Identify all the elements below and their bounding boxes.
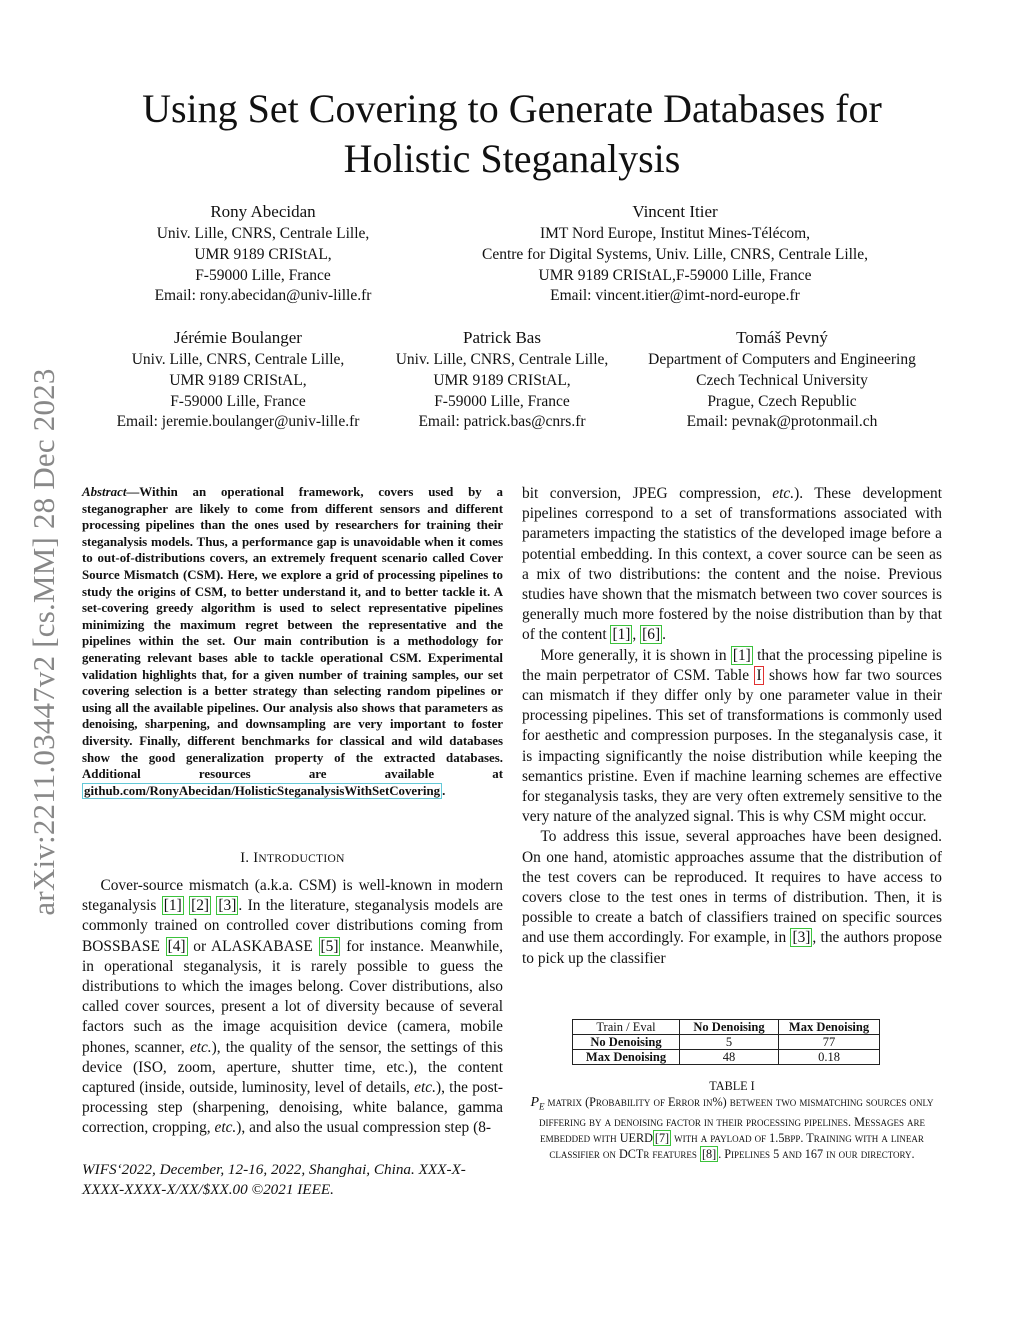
citation-8[interactable]: [8] (701, 1147, 717, 1162)
citation-7[interactable]: [7] (654, 1131, 670, 1146)
author-block-abecidan (122, 200, 404, 307)
author-name: Vincent Itier (632, 202, 718, 221)
abstract-label: Abstract (82, 485, 127, 499)
table-header-cell: No Denoising (680, 1020, 779, 1035)
affiliation-line: F-59000 Lille, France (170, 392, 306, 410)
table-cell: 48 (680, 1050, 779, 1065)
affiliation-line: UMR 9189 CRIStAL,F-59000 Lille, France (538, 266, 812, 284)
affiliation-line: UMR 9189 CRIStAL, (169, 371, 307, 389)
author-name: Tomáš Pevný (736, 328, 828, 347)
affiliation-line: Univ. Lille, CNRS, Centrale Lille, (156, 225, 370, 242)
author-block-itier (436, 200, 914, 307)
affiliation-line: Prague, Czech Republic (707, 392, 857, 410)
author-email: Email: pevnak@protonmail.ch (686, 413, 878, 431)
table-header-cell: Max Denoising (779, 1020, 880, 1035)
citation-2[interactable]: [2] (191, 897, 210, 915)
table-label: TABLE I (709, 1079, 755, 1093)
affiliation-line: Czech Technical University (696, 371, 868, 389)
affiliation-line: UMR 9189 CRIStAL, (194, 245, 332, 263)
intro-paragraph-3: More generally, it is shown in [1] that the processing pipeline is the main perpetrator of CSM. Table I shows how far two sources can mismatch if they differ only by one parameter value in their processing pipelines. This set of transformations is commonly used for aesthetic and compression purposes. In the steganalysis case, it is impacting significantly the noise distribution while keeping the semantics pristine. Even if machine learning schemes are effective for steganalysis tasks, they are very often extremely sensitive to the very nature of the analyzed signal. This is why CSM might occur. (522, 646, 942, 826)
table-row (573, 1035, 880, 1050)
table-cell: 0.18 (779, 1050, 880, 1065)
author-name: Patrick Bas (463, 328, 541, 347)
author-email: Email: vincent.itier@imt-nord-europe.fr (550, 287, 800, 305)
affiliation-line: F-59000 Lille, France (195, 266, 331, 284)
citation-6[interactable]: [6] (642, 626, 661, 644)
author-email: Email: patrick.bas@cnrs.fr (418, 413, 586, 431)
table-row-label: Max Denoising (573, 1050, 680, 1065)
citation-3[interactable]: [3] (792, 929, 811, 947)
citation-1[interactable]: [1] (163, 897, 182, 915)
abstract: Abstract—Within an operational framework, covers used by a steganographer are likely to come from different sensors and different processing pipelines than the ones used by researchers for training their steganalysis models. Thus, a performance gap is unavoidable when it comes to out-of-distributions covers, an extremely frequent scenario called Cover Source Mismatch (CSM). Here, we explore a grid of processing pipelines to study the origins of CSM, to better understand it, and to better tackle it. A set-covering greedy algorithm is used to select representative pipelines minimizing the maximum regret between the representative and the pipelines within the set. Our main contribution is a methodology for generating relevant bases able to tackle operational CSM. Experimental validation highlights that, for a given number of training samples, our set covering selection is a better strategy than selecting random pipelines or using all the available pipelines. Our analysis also shows that parameters as denoising, sharpening, and downsampling are very important to foster diversity. Finally, different benchmarks for classical and wild databases show the good generalization property of the extracted databases. Additional resources are available at github.com/RonyAbecidan/HolisticSteganalysisWithSetCovering . (82, 485, 503, 798)
citation-5[interactable]: [5] (320, 937, 339, 955)
abstract-text: Within an operational framework, covers used by a steganographer are likely to come from different sensors and different processing pipelines than the ones used by researchers for training their steganalysis models. Thus, a performance gap is unavoidable when it comes to out-of-distributions covers, an extremely frequent scenario called Cover Source Mismatch (CSM). Here, we explore a grid of processing pipelines to study the origins of CSM, to better understand it, and to better tackle it. A set-covering greedy algorithm is used to select representative pipelines minimizing the maximum regret between the representative and the pipelines within the set. Our main contribution is a methodology for generating relevant bases able to tackle operational CSM. Experimental validation highlights that, for a given number of training samples, our set covering selection is a better strategy than selecting random pipelines or using all the available pipelines. Our analysis also shows that parameters as denoising, sharpening, and downsampling are very important to foster diversity. Finally, different benchmarks for classical and wild databases show the good generalization property of the extracted databases. Additional resources are available at (82, 485, 503, 782)
affiliation-line: Univ. Lille, CNRS, Centrale Lille, (131, 351, 345, 368)
table-row-label: No Denoising (573, 1035, 680, 1050)
affiliation-line: UMR 9189 CRIStAL, (433, 371, 571, 389)
citation-1[interactable]: [1] (732, 646, 751, 664)
citation-4[interactable]: [4] (167, 937, 186, 955)
paper-title (100, 84, 924, 184)
table-row (573, 1050, 880, 1065)
conference-footnote: WIFS‘2022, December, 12-16, 2022, Shanghai, China. XXX-X-XXXX-XXXX-X/XX/$XX.00 ©2021 IEEE. (82, 1161, 466, 1198)
author-block-bas (378, 326, 626, 433)
affiliation-line: Department of Computers and Engineering (648, 351, 916, 368)
title-line-1: Using Set Covering to Generate Databases for (142, 86, 882, 131)
author-email: Email: jeremie.boulanger@univ-lille.fr (116, 413, 360, 431)
intro-paragraph-4: To address this issue, several approaches have been designed. On one hand, atomistic approaches assume that the distribution of the test covers can be reproduced. It requires to have access to covers close to the test ones in terms of distribution. Then, it is possible to create a batch of classifiers trained on specific sources and use them accordingly. For example, in [3] , the authors propose to pick up the classifier (522, 828, 942, 967)
table-caption (522, 1078, 942, 1162)
affiliation-line: Centre for Digital Systems, Univ. Lille, CNRS, Centrale Lille, (481, 245, 868, 263)
affiliation-line: IMT Nord Europe, Institut Mines-Télécom, (539, 225, 811, 242)
affiliation-line: F-59000 Lille, France (434, 392, 570, 410)
left-column-body (82, 876, 503, 1139)
table-caption-text: $P_E$ matrix (Probability of Error in%) between two mismatching sources only differing by a denoising factor in their processing pipelines. Messages are embedded with UERD [7] with a payload of 1.5bpp. Training with a linear classifier on DCTr features [8] . Pipelines 5 and 167 in our directory. (530, 1095, 934, 1162)
author-name: Rony Abecidan (210, 202, 316, 221)
title-line-2: Holistic Steganalysis (343, 136, 681, 181)
author-block-boulanger (98, 326, 378, 433)
author-email: Email: rony.abecidan@univ-lille.fr (154, 287, 372, 305)
resources-link[interactable]: github.com/RonyAbecidan/HolisticSteganalysisWithSetCovering (84, 783, 441, 798)
arxiv-id: arXiv:2211.03447v2 [cs.MM] 28 Dec 2023 (26, 368, 61, 916)
author-name: Jérémie Boulanger (174, 328, 302, 347)
table-header-cell: Train / Eval (573, 1020, 680, 1035)
author-block-pevny (628, 326, 936, 433)
table-cell: 5 (680, 1035, 779, 1050)
citation-1[interactable]: [1] (612, 626, 631, 644)
affiliation-line: Univ. Lille, CNRS, Centrale Lille, (395, 351, 609, 368)
intro-paragraph-1: Cover-source mismatch (a.k.a. CSM) is well-known in modern steganalysis [1] [2] [3] . In the literature, steganalysis models are commonly trained on controlled cover distributions coming from BOSSBASE [4] or ALASKABASE [5] for instance. Meanwhile, in operational steganalysis, it is rarely possible to guess the distributions to which the images belong. Cover distributions, also called cover sources, present a lot of diversity because of several factors such as the image acquisition device (camera, mobile phones, scanner, etc.), the quality of the sensor, the settings of this device (ISO, zoom, aperture, shutter time, etc.), the content captured (inside, outside, luminosity, level of details, etc.), the post-processing step (sharpening, denoising, white balance, gamma correction, cropping, etc.), and also the usual compression step (8- (82, 877, 504, 1137)
results-table-wrapper (572, 1019, 880, 1065)
table-cell: 77 (779, 1035, 880, 1050)
table-header-row (573, 1020, 880, 1035)
section-heading-introduction: I. INTRODUCTION (240, 850, 345, 866)
right-column-body (522, 484, 942, 969)
citation-3[interactable]: [3] (218, 897, 237, 915)
results-table (572, 1019, 880, 1065)
arxiv-sidebar (22, 338, 66, 946)
table-reference[interactable]: I (756, 666, 762, 684)
intro-paragraph-2: bit conversion, JPEG compression, etc.). These development pipelines correspond to a set of transformations associated with parameters impacting the statistics of the developed image before a potential embedding. In this context, a cover source can be seen as a mix of two distributions: the content and the noise. Previous studies have shown that the mismatch between two cover sources is generally much more fostered by the noise distribution than by that of the content [1] , [6] . (522, 485, 942, 644)
